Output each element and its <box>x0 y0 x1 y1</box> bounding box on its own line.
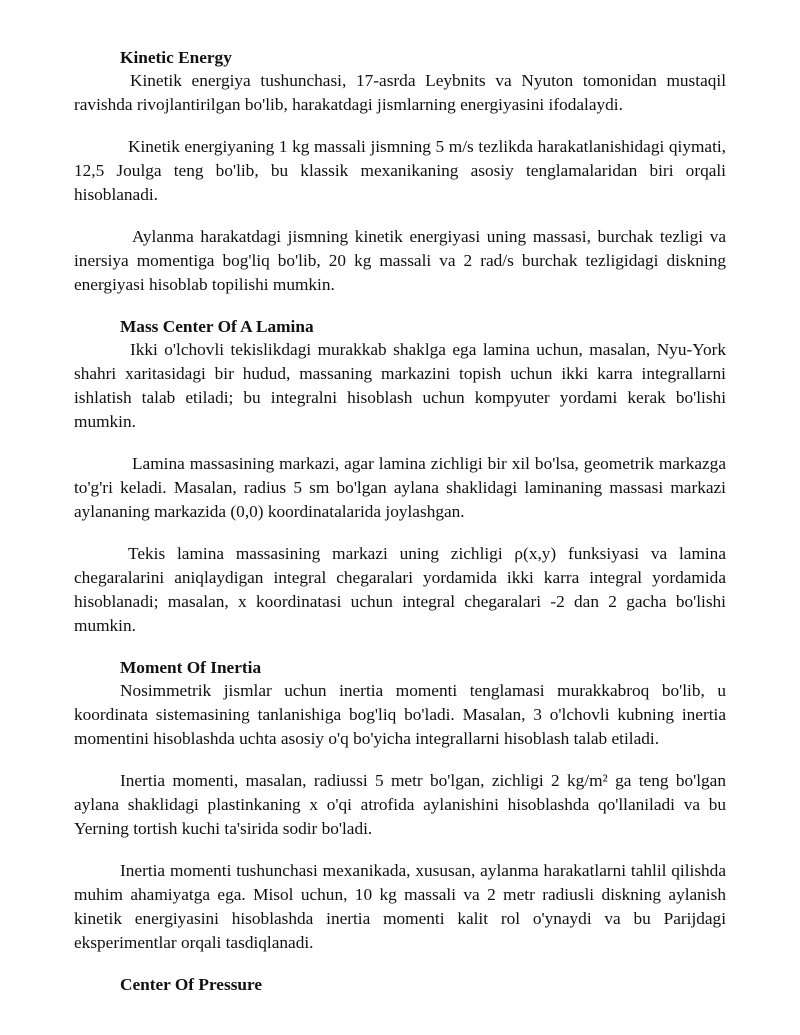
section-moment-of-inertia <box>74 656 726 955</box>
section-heading: Kinetic Energy <box>120 48 232 67</box>
section-mass-center <box>74 315 726 638</box>
paragraph: Nosimmetrik jismlar uchun inertia momenti tenglamasi murakkabroq bo'lib, u koordinata sistemasining tanlanishiga bog'liq bo'ladi. Masalan, 3 o'lchovli kubning inertia momentini hisoblashda uchta asosiy o'q bo'yicha integrallarni hisoblash talab etiladi. <box>74 681 726 748</box>
paragraph: Inertia momenti, masalan, radiussi 5 metr bo'lgan, zichligi 2 kg/m² ga teng bo'lgan aylana shaklidagi plastinkaning x o'qi atrofida aylanishini hisoblashda qo'llaniladi va bu Yerning tortish kuchi ta'sirida sodir bo'ladi. <box>74 771 726 838</box>
paragraph: Kinetik energiya tushunchasi, 17-asrda Leybnits va Nyuton tomonidan mustaqil ravishda rivojlantirilgan bo'lib, harakatdagi jismlarning energiyasini ifodalaydi. <box>74 71 726 114</box>
paragraph: Aylanma harakatdagi jismning kinetik energiyasi uning massasi, burchak tezligi va inersiya momentiga bog'liq bo'lib, 20 kg massali va 2 rad/s burchak tezligidagi diskning energiyasi hisoblab topilishi mumkin. <box>74 227 726 294</box>
section-heading: Moment Of Inertia <box>120 658 262 677</box>
paragraph: Kinetik energiyaning 1 kg massali jismning 5 m/s tezlikda harakatlanishidagi qiymati, 12,5 Joulga teng bo'lib, bu klassik mexanikaning asosiy tenglamalaridan biri orqali hisoblanadi. <box>74 137 726 204</box>
section-kinetic-energy <box>74 46 726 297</box>
paragraph: Lamina massasining markazi, agar lamina zichligi bir xil bo'lsa, geometrik markazga to'g'ri keladi. Masalan, radius 5 sm bo'lgan aylana shaklidagi laminaning massasi markazi aylananing markazida (0,0) koordinatalarida joylashgan. <box>74 454 726 521</box>
section-center-of-pressure <box>74 973 726 996</box>
paragraph: Inertia momenti tushunchasi mexanikada, xususan, aylanma harakatlarni tahlil qilishda muhim ahamiyatga ega. Misol uchun, 10 kg massali va 2 metr radiusli diskning aylanish kinetik energiyasini hisoblashda inertia momenti kalit rol o'ynaydi va bu Parijdagi eksperimentlar orqali tasdiqlanadi. <box>74 861 726 952</box>
section-heading: Mass Center Of A Lamina <box>120 317 314 336</box>
section-heading: Center Of Pressure <box>120 975 263 994</box>
paragraph: Ikki o'lchovli tekislikdagi murakkab shaklga ega lamina uchun, masalan, Nyu-York shahri xaritasidagi bir hudud, massaning markazini topish uchun ikki karra integrallarni ishlatish talab etiladi; bu integralni hisoblash uchun kompyuter yordami kerak bo'lishi mumkin. <box>74 340 726 431</box>
paragraph: Tekis lamina massasining markazi uning zichligi ρ(x,y) funksiyasi va lamina chegaralarini aniqlaydigan integral chegaralari yordamida ikki karra integral yordamida hisoblanadi; masalan, x koordinatasi uchun integral chegaralari -2 dan 2 gacha bo'lishi mumkin. <box>74 544 726 635</box>
document-page <box>74 46 726 996</box>
